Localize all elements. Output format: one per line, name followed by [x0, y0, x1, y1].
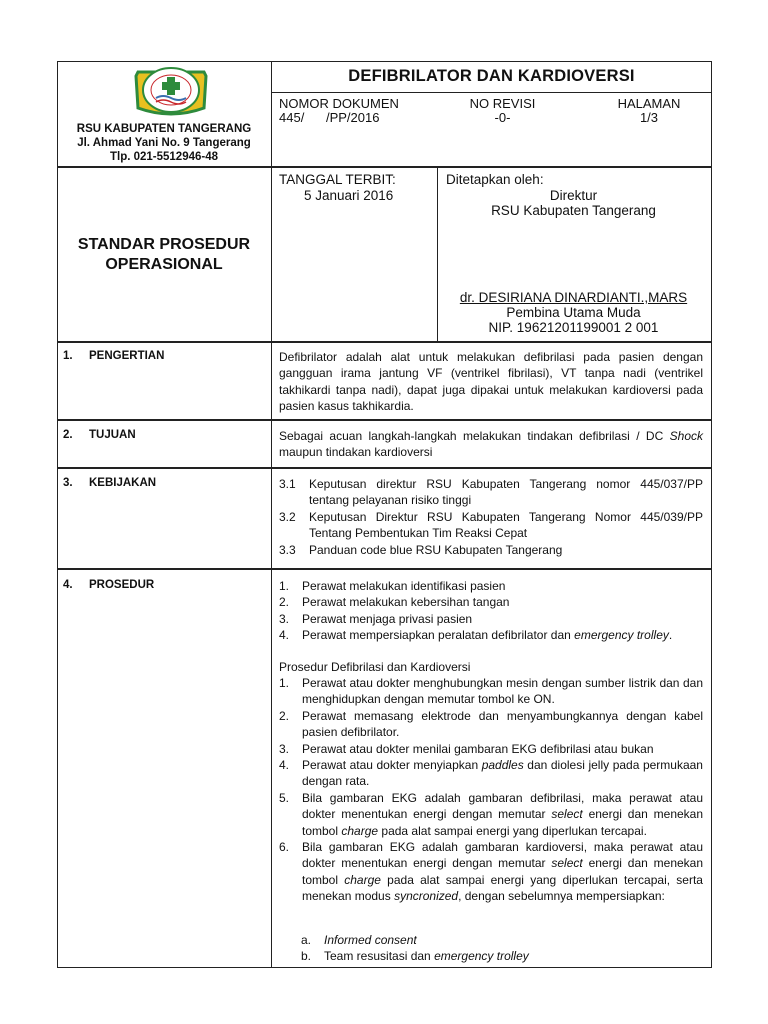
header-title-divider — [271, 92, 712, 93]
signer-name: dr. DESIRIANA DINARDIANTI.,MARS — [459, 290, 688, 305]
item-number: 3.3 — [279, 542, 296, 557]
section-kebijakan-divider — [271, 467, 272, 570]
tujuan-text-italic: Shock — [669, 429, 703, 443]
list-item — [279, 578, 703, 594]
item-italic: emergency trolley — [574, 628, 669, 643]
section-title: PENGERTIAN — [89, 350, 165, 362]
set-by-label: Ditetapkan oleh: — [446, 172, 544, 187]
list-item — [279, 509, 703, 542]
section-title: KEBIJAKAN — [89, 477, 157, 489]
signer-nip: NIP. 19621201199001 2 001 — [488, 320, 659, 335]
item-mark: a. — [301, 933, 312, 947]
item-text: pada alat sampai energi yang diperlukan tercapai. — [378, 823, 647, 838]
item-number: 2. — [279, 708, 290, 723]
list-item — [279, 790, 703, 839]
pengertian-text: Defibrilator adalah alat untuk melakukan defibrilasi pada pasien dengan gangguan irama jantung VF (ventrikel fibrilasi), VT tanpa nadi (ventrikel takhikardi tanpa nadi), dapat juga dipakai untuk melakukan kardioversi pada pasien kasus takhikardia. — [279, 350, 703, 414]
item-text: Perawat melakukan identifikasi pasien — [302, 579, 506, 593]
item-text: Perawat memasang elektrode dan menyambungkannya dengan kabel pasien defibrilator. — [302, 708, 703, 740]
list-item — [279, 594, 703, 610]
item-number: 2. — [279, 595, 290, 610]
list-item — [279, 757, 703, 790]
section-tujuan-label — [63, 429, 136, 441]
section-prosedur-divider — [271, 568, 272, 968]
prosedur-sub-list — [301, 932, 701, 965]
sop-title-line2: OPERASIONAL — [105, 256, 223, 273]
prosedur-steps-list — [279, 675, 703, 905]
item-italic: charge — [341, 823, 379, 838]
item-text: Team resusitasi dan — [324, 949, 435, 964]
item-number: 5. — [279, 790, 290, 805]
set-by-org: RSU Kabupaten Tangerang — [491, 203, 656, 218]
item-italic: select — [551, 856, 583, 871]
prosedur-prep-list — [279, 578, 703, 644]
tujuan-text — [279, 428, 703, 461]
set-by-role: Direktur — [549, 188, 598, 203]
item-text: Perawat menjaga privasi pasien — [302, 611, 473, 626]
list-item — [301, 948, 701, 964]
section-tujuan-divider — [271, 419, 272, 469]
hospital-address: Jl. Ahmad Yani No. 9 Tangerang — [77, 137, 251, 149]
item-text: Perawat melakukan kebersihan tangan — [302, 595, 510, 610]
hospital-phone: Tlp. 021-5512946-48 — [109, 151, 219, 163]
section-prosedur-label — [63, 579, 154, 591]
list-item — [279, 839, 703, 905]
hospital-name: RSU KABUPATEN TANGERANG — [76, 123, 252, 135]
document-title: DEFIBRILATOR DAN KARDIOVERSI — [348, 67, 635, 85]
list-item — [279, 627, 703, 643]
item-number: 3.1 — [279, 477, 296, 491]
tujuan-text-after: maupun tindakan kardioversi — [279, 445, 433, 460]
section-title: TUJUAN — [89, 429, 136, 441]
list-item — [279, 542, 703, 558]
item-number: 3. — [279, 611, 290, 626]
page-label: HALAMAN — [617, 96, 681, 111]
item-text: Perawat atau dokter menyiapkan — [302, 758, 482, 773]
section-kebijakan-label — [63, 477, 156, 489]
list-item — [279, 675, 703, 708]
item-number: 1. — [279, 579, 290, 593]
item-number: 3.2 — [279, 509, 296, 524]
item-text: , dengan sebelumnya mempersiapkan: — [458, 889, 665, 904]
hospital-logo — [132, 62, 210, 118]
item-italic: charge — [344, 872, 381, 887]
revision-label: NO REVISI — [469, 96, 536, 111]
revision-value: -0- — [494, 110, 511, 125]
item-after: . — [668, 628, 673, 643]
issue-date-label: TANGGAL TERBIT: — [279, 172, 396, 187]
item-number: 3. — [279, 741, 290, 756]
item-number: 6. — [279, 840, 290, 855]
item-text: Perawat atau dokter menghubungkan mesin dengan sumber listrik dan dan menghidupkan dengan memutar tombol ke ON. — [302, 676, 703, 707]
item-italic: syncronized — [394, 889, 459, 904]
sop-right-divider — [437, 166, 438, 343]
doc-number-label: NOMOR DOKUMEN — [279, 96, 399, 111]
section-number: 4. — [63, 579, 73, 591]
item-text: Bila gambaran EKG adalah gambaran kardioversi, maka perawat atau dokter menentukan energi dengan memutar — [302, 840, 703, 871]
section-title: PROSEDUR — [89, 579, 155, 591]
item-text: dan diolesi jelly pada permukaan dengan rata. — [302, 758, 703, 789]
issue-date-value: 5 Januari 2016 — [304, 188, 394, 203]
item-mark: b. — [301, 949, 312, 964]
item-text: Keputusan direktur RSU Kabupaten Tangerang nomor 445/037/PP tentang pelayanan risiko tinggi — [309, 477, 703, 508]
item-text: pada alat sampai energi yang diperlukan tercapai, serta menekan modus — [302, 872, 703, 904]
item-number: 4. — [279, 758, 290, 773]
item-text: Bila gambaran EKG adalah gambaran defibrilasi, maka perawat atau dokter menentukan energi dengan memutar — [302, 790, 703, 822]
sop-title-line1: STANDAR PROSEDUR — [77, 236, 251, 253]
page-value: 1/3 — [639, 110, 659, 125]
item-italic: paddles — [481, 758, 524, 773]
item-text: Perawat atau dokter menilai gambaran EKG defibrilasi atau bukan — [302, 741, 654, 756]
item-italic: emergency trolley — [434, 949, 529, 964]
item-italic: select — [551, 807, 583, 822]
item-text: energi dan menekan tombol — [302, 856, 704, 887]
item-text: energi dan menekan tombol — [302, 807, 704, 838]
item-number: 4. — [279, 628, 290, 643]
sop-left-divider — [271, 166, 272, 343]
list-item — [279, 741, 703, 757]
tujuan-text-before: Sebagai acuan langkah-langkah melakukan tindakan defibrilasi / DC — [279, 429, 670, 443]
section-number: 1. — [63, 350, 73, 362]
item-text: Panduan code blue RSU Kabupaten Tangerang — [309, 542, 563, 557]
list-item — [301, 932, 701, 948]
section-pengertian-divider — [271, 341, 272, 421]
kebijakan-list — [279, 476, 703, 558]
doc-number-value: 445/ /PP/2016 — [279, 110, 380, 125]
item-text: Informed consent — [324, 933, 417, 947]
item-number: 1. — [279, 676, 290, 690]
section-pengertian-label — [63, 350, 164, 362]
prosedur-subheading: Prosedur Defibrilasi dan Kardioversi — [279, 660, 471, 674]
list-item — [279, 708, 703, 741]
signer-rank: Pembina Utama Muda — [506, 305, 641, 320]
list-item — [279, 611, 703, 627]
list-item — [279, 476, 703, 509]
item-text: Keputusan Direktur RSU Kabupaten Tangerang Nomor 445/039/PP Tentang Pembentukan Tim Reaksi Cepat — [309, 509, 703, 541]
section-number: 2. — [63, 429, 73, 441]
item-text: Perawat mempersiapkan peralatan defibrilator dan — [302, 628, 575, 643]
section-number: 3. — [63, 477, 73, 489]
